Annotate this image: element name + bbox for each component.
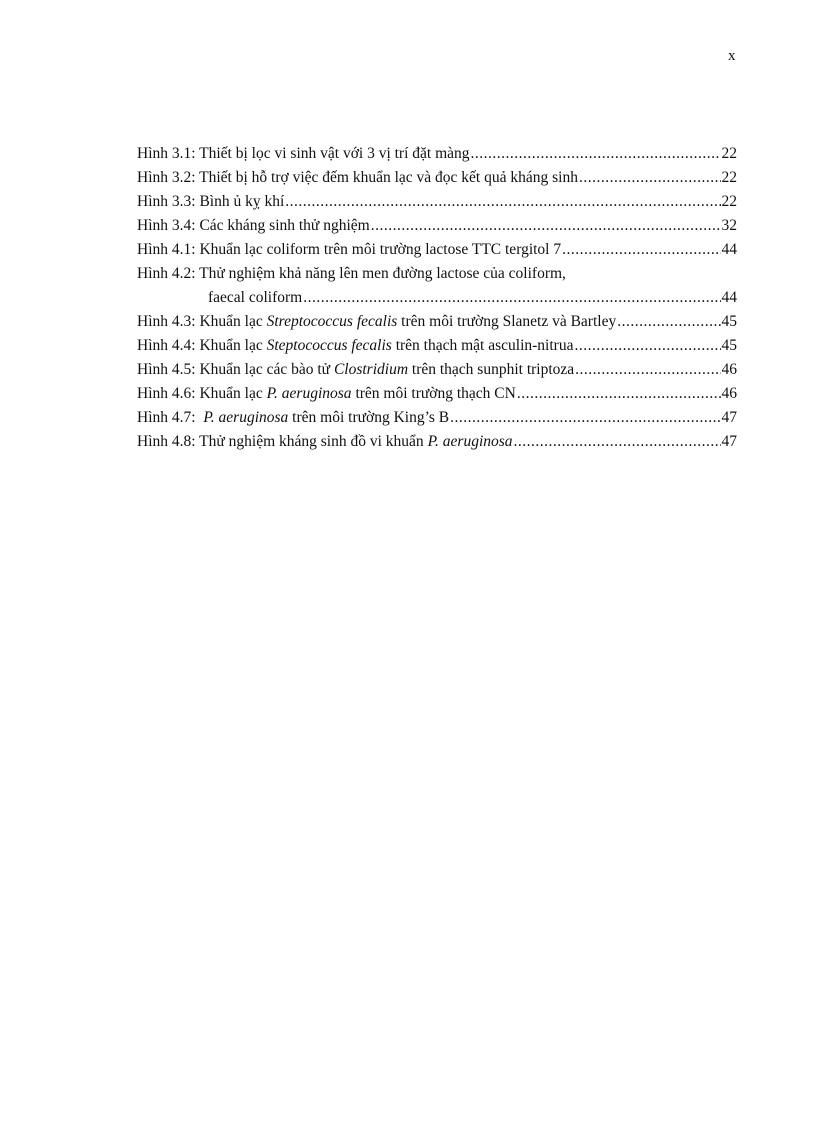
figure-title: Các kháng sinh thử nghiệm xyxy=(195,217,370,234)
dot-leader xyxy=(471,142,721,166)
toc-entry-4-2[interactable] xyxy=(137,262,737,310)
page-ref: 32 xyxy=(721,217,737,234)
toc-entry-4-4[interactable] xyxy=(137,334,737,358)
figure-title: Khuẩn lạc các bào tử xyxy=(195,361,334,378)
figure-label: Hình 4.6: xyxy=(137,385,196,402)
dot-leader xyxy=(285,190,720,214)
toc-entry-4-7[interactable] xyxy=(137,406,737,430)
toc-entry-4-1[interactable] xyxy=(137,238,737,262)
species-name: P. aeruginosa xyxy=(203,409,289,426)
dot-leader xyxy=(575,358,720,382)
dot-leader xyxy=(514,430,721,454)
dot-leader xyxy=(303,286,720,310)
figure-title: Thử nghiệm kháng sinh đồ vi khuẩn xyxy=(195,433,428,450)
list-of-figures xyxy=(137,142,737,454)
page-ref: 22 xyxy=(721,193,737,210)
dot-leader xyxy=(517,382,721,406)
figure-label: Hình 4.7: xyxy=(137,409,196,426)
species-name: P. aeruginosa xyxy=(266,385,352,402)
figure-label: Hình 4.5: xyxy=(137,361,196,378)
page-ref: 44 xyxy=(721,241,737,258)
page-ref: 44 xyxy=(721,289,737,306)
toc-entry-3-3[interactable] xyxy=(137,190,737,214)
toc-entry-3-2[interactable] xyxy=(137,166,737,190)
page-ref: 45 xyxy=(721,313,737,330)
figure-title: Thiết bị lọc vi sinh vật với 3 vị trí đặt màng xyxy=(195,145,470,162)
toc-entry-4-3[interactable] xyxy=(137,310,737,334)
page-ref: 22 xyxy=(721,169,737,186)
figure-title-continuation: faecal coliform xyxy=(208,289,303,306)
figure-label: Hình 3.2: xyxy=(137,169,196,186)
dot-leader xyxy=(562,238,720,262)
dot-leader xyxy=(574,334,720,358)
figure-title: Thử nghiệm khả năng lên men đường lactose của coliform, xyxy=(195,265,566,282)
figure-label: Hình 4.1: xyxy=(137,241,196,258)
page-ref: 46 xyxy=(721,385,737,402)
figure-title: Khuẩn lạc coliform trên môi trường lactose TTC tergitol 7 xyxy=(195,241,562,258)
page-ref: 46 xyxy=(721,361,737,378)
page-ref: 47 xyxy=(721,409,737,426)
page-number: x xyxy=(728,48,736,64)
page-ref: 47 xyxy=(721,433,737,450)
figure-title: Khuẩn lạc xyxy=(195,385,267,402)
toc-entry-4-5[interactable] xyxy=(137,358,737,382)
page-ref: 22 xyxy=(721,145,737,162)
figure-label: Hình 4.3: xyxy=(137,313,196,330)
dot-leader xyxy=(450,406,720,430)
figure-label: Hình 4.8: xyxy=(137,433,196,450)
species-name: P. aeruginosa xyxy=(427,433,513,450)
figure-title-rest: trên môi trường thạch CN xyxy=(351,385,516,402)
toc-entry-4-8[interactable] xyxy=(137,430,737,454)
figure-title-rest: trên thạch sunphit triptoza xyxy=(408,361,575,378)
figure-title-rest: trên thạch mật asculin-nitrua xyxy=(391,337,574,354)
figure-title: Khuẩn lạc xyxy=(195,337,267,354)
figure-label: Hình 4.2: xyxy=(137,265,196,282)
figure-label: Hình 3.4: xyxy=(137,217,196,234)
figure-title-rest: trên môi trường King’s B xyxy=(288,409,450,426)
figure-label: Hình 4.4: xyxy=(137,337,196,354)
toc-entry-3-4[interactable] xyxy=(137,214,737,238)
species-name: Clostridium xyxy=(333,361,409,378)
figure-title: Thiết bị hỗ trợ việc đếm khuẩn lạc và đọc kết quả kháng sinh xyxy=(195,169,578,186)
toc-entry-3-1[interactable] xyxy=(137,142,737,166)
dot-leader xyxy=(371,214,721,238)
toc-entry-4-6[interactable] xyxy=(137,382,737,406)
species-name: Streptococcus fecalis xyxy=(266,313,398,330)
figure-title: Bình ủ kỵ khí xyxy=(195,193,285,210)
figure-label: Hình 3.1: xyxy=(137,145,196,162)
figure-title-rest: trên môi trường Slanetz và Bartley xyxy=(397,313,617,330)
dot-leader xyxy=(579,166,721,190)
figure-title: Khuẩn lạc xyxy=(195,313,267,330)
dot-leader xyxy=(617,310,720,334)
figure-label: Hình 3.3: xyxy=(137,193,196,210)
species-name: Steptococcus fecalis xyxy=(266,337,392,354)
page-ref: 45 xyxy=(721,337,737,354)
